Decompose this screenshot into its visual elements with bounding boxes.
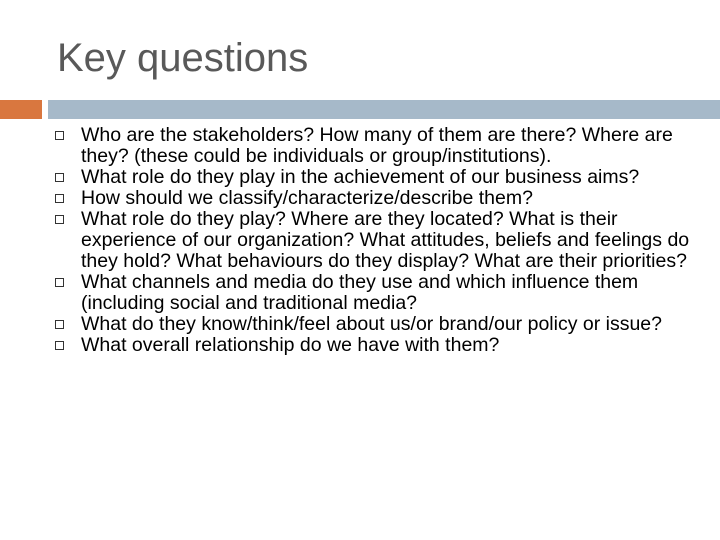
question-text: What do they know/think/feel about us/or brand/our policy or issue? [81,313,662,335]
question-text: What role do they play? Where are they located? What is their experience of our organization? What attitudes, beliefs and feelings do they hold? What behaviours do they display? What are their priorities? [81,208,690,272]
question-item [55,209,695,272]
question-list [55,125,695,356]
checkbox-icon [55,194,64,203]
question-text: How should we classify/characterize/describe them? [81,187,533,209]
question-item [55,335,695,356]
question-item [55,188,695,209]
checkbox-icon [55,320,64,329]
question-text: What overall relationship do we have with them? [81,334,500,356]
slide-title: Key questions [57,36,309,80]
checkbox-icon [55,131,64,140]
question-item [55,314,695,335]
title-divider-bar [48,100,720,119]
checkbox-icon [55,173,64,182]
question-item [55,272,695,314]
checkbox-icon [55,341,64,350]
question-text: What channels and media do they use and which influence them (including social and traditional media? [81,271,639,314]
question-text: Who are the stakeholders? How many of them are there? Where are they? (these could be individuals or group/institutions). [81,124,673,167]
checkbox-icon [55,215,64,224]
question-text: What role do they play in the achievement of our business aims? [81,166,640,188]
question-item [55,167,695,188]
title-accent-bar [0,100,42,119]
checkbox-icon [55,278,64,287]
question-item [55,125,695,167]
